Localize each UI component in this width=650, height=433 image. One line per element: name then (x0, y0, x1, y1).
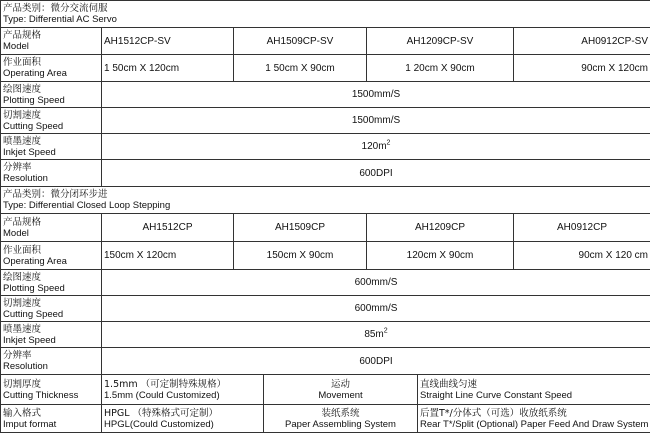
res-label-en: Resolution (3, 173, 99, 184)
step-cut-label (1, 296, 102, 322)
step-model-row (1, 214, 650, 242)
hpgl-cn: HPGL （特殊格式可定制） (104, 408, 261, 419)
servo-res-row (1, 160, 650, 187)
step-model-label-en: Model (3, 228, 99, 239)
plot-label-en: Plotting Speed (3, 95, 99, 106)
cut-label-en: Cutting Speed (3, 121, 99, 132)
step-cut-row (1, 296, 650, 322)
thickness-value-cn: 1.5mm （可定制特殊规格） (104, 379, 261, 390)
step-type-en: Type: Differential Closed Loop Stepping (3, 200, 648, 211)
step-area-label-en: Operating Area (3, 256, 99, 267)
servo-resolution: 600DPI (102, 160, 650, 187)
ink-label-en: Inkjet Speed (3, 147, 99, 158)
servo-type-en: Type: Differential AC Servo (3, 14, 648, 25)
step-plot-label-cn: 绘图速度 (3, 272, 99, 283)
step-plot-speed: 600mm/S (102, 270, 650, 296)
servo-area-4: 90cm X 120cm (514, 55, 650, 82)
servo-area-1: 1 50cm X 120cm (102, 55, 234, 82)
step-cut-label-cn: 切割速度 (3, 298, 99, 309)
servo-area-3: 1 20cm X 90cm (367, 55, 514, 82)
step-plot-row (1, 270, 650, 296)
servo-cut-row (1, 108, 650, 134)
servo-ink-speed: 120m (362, 141, 387, 152)
step-resolution: 600DPI (102, 348, 650, 375)
servo-plot-speed: 1500mm/S (102, 82, 650, 108)
thickness-row (1, 375, 650, 405)
ink-label-cn: 喷墨速度 (3, 136, 99, 147)
step-type-row (1, 187, 650, 214)
step-res-row (1, 348, 650, 375)
movement-en: Movement (266, 390, 415, 401)
cut-label-cn: 切割速度 (3, 110, 99, 121)
model-label-en: Model (3, 41, 99, 52)
step-model-label (1, 214, 102, 242)
servo-type-cn: 产品类别：微分交流伺服 (3, 3, 648, 14)
feed-system-cell (418, 405, 650, 433)
step-res-label-cn: 分辨率 (3, 350, 99, 361)
step-area-1: 150cm X 120cm (102, 242, 234, 270)
servo-plot-row (1, 82, 650, 108)
servo-model-3: AH1209CP-SV (367, 28, 514, 55)
paper-system-cn: 装纸系统 (266, 408, 415, 419)
step-area-4: 90cm X 120 cm (514, 242, 650, 270)
thickness-label-en: Cutting Thickness (3, 390, 99, 401)
step-ink-row (1, 322, 650, 348)
step-cut-label-en: Cutting Speed (3, 309, 99, 320)
step-ink-label (1, 322, 102, 348)
servo-area-2: 1 50cm X 90cm (234, 55, 367, 82)
servo-type-row (1, 1, 650, 28)
servo-ink-speed-cell (102, 134, 650, 160)
step-plot-label (1, 270, 102, 296)
step-type-cell (1, 187, 650, 214)
servo-cut-speed: 1500mm/S (102, 108, 650, 134)
step-area-label-cn: 作业面积 (3, 245, 99, 256)
feed-system-cn: 后置T*/分体式（可选）收放纸系统 (420, 408, 648, 419)
movement-cn: 运动 (266, 379, 415, 390)
res-label-cn: 分辨率 (3, 162, 99, 173)
area-label-cn: 作业面积 (3, 57, 99, 68)
line-speed-cell (418, 375, 650, 405)
step-area-2: 150cm X 90cm (234, 242, 367, 270)
servo-area-row (1, 55, 650, 82)
step-plot-label-en: Plotting Speed (3, 283, 99, 294)
input-label-cn: 输入格式 (3, 408, 99, 419)
hpgl-en: HPGL(Could Customized) (104, 419, 261, 430)
thickness-label (1, 375, 102, 405)
hpgl-cell (102, 405, 264, 433)
step-ink-speed: 85m (364, 329, 383, 340)
step-ink-speed-cell (102, 322, 650, 348)
step-ink-label-cn: 喷墨速度 (3, 324, 99, 335)
step-model-3: AH1209CP (367, 214, 514, 242)
step-model-2: AH1509CP (234, 214, 367, 242)
thickness-label-cn: 切割厚度 (3, 379, 99, 390)
servo-model-4: AH0912CP-SV (514, 28, 650, 55)
model-label-cn: 产品规格 (3, 30, 99, 41)
step-model-1: AH1512CP (102, 214, 234, 242)
plot-label (1, 82, 102, 108)
model-label (1, 28, 102, 55)
step-area-3: 120cm X 90cm (367, 242, 514, 270)
input-row (1, 405, 650, 433)
step-res-label (1, 348, 102, 375)
step-model-4: AH0912CP (514, 214, 650, 242)
step-res-label-en: Resolution (3, 361, 99, 372)
step-area-row (1, 242, 650, 270)
plot-label-cn: 绘图速度 (3, 84, 99, 95)
feed-system-en: Rear T*/Split (Optional) Paper Feed And Draw System (420, 419, 648, 430)
step-ink-label-en: Inkjet Speed (3, 335, 99, 346)
step-type-cn: 产品类别：微分闭环步进 (3, 189, 648, 200)
input-label (1, 405, 102, 433)
ink-label (1, 134, 102, 160)
servo-model-row (1, 28, 650, 55)
servo-model-2: AH1509CP-SV (234, 28, 367, 55)
paper-system-cell (264, 405, 418, 433)
line-speed-en: Straight Line Curve Constant Speed (420, 390, 648, 401)
area-label (1, 55, 102, 82)
thickness-value-en: 1.5mm (Could Customized) (104, 390, 261, 401)
area-label-en: Operating Area (3, 68, 99, 79)
res-label (1, 160, 102, 187)
servo-ink-row (1, 134, 650, 160)
paper-system-en: Paper Assembling System (266, 419, 415, 430)
line-speed-cn: 直线曲线匀速 (420, 379, 648, 390)
servo-ink-sup: 2 (387, 140, 391, 147)
servo-model-1: AH1512CP-SV (102, 28, 234, 55)
step-area-label (1, 242, 102, 270)
servo-type-cell (1, 1, 650, 28)
step-model-label-cn: 产品规格 (3, 217, 99, 228)
cut-label (1, 108, 102, 134)
thickness-value (102, 375, 264, 405)
step-ink-sup: 2 (384, 328, 388, 335)
input-label-en: Imput format (3, 419, 99, 430)
movement-cell (264, 375, 418, 405)
step-cut-speed: 600mm/S (102, 296, 650, 322)
